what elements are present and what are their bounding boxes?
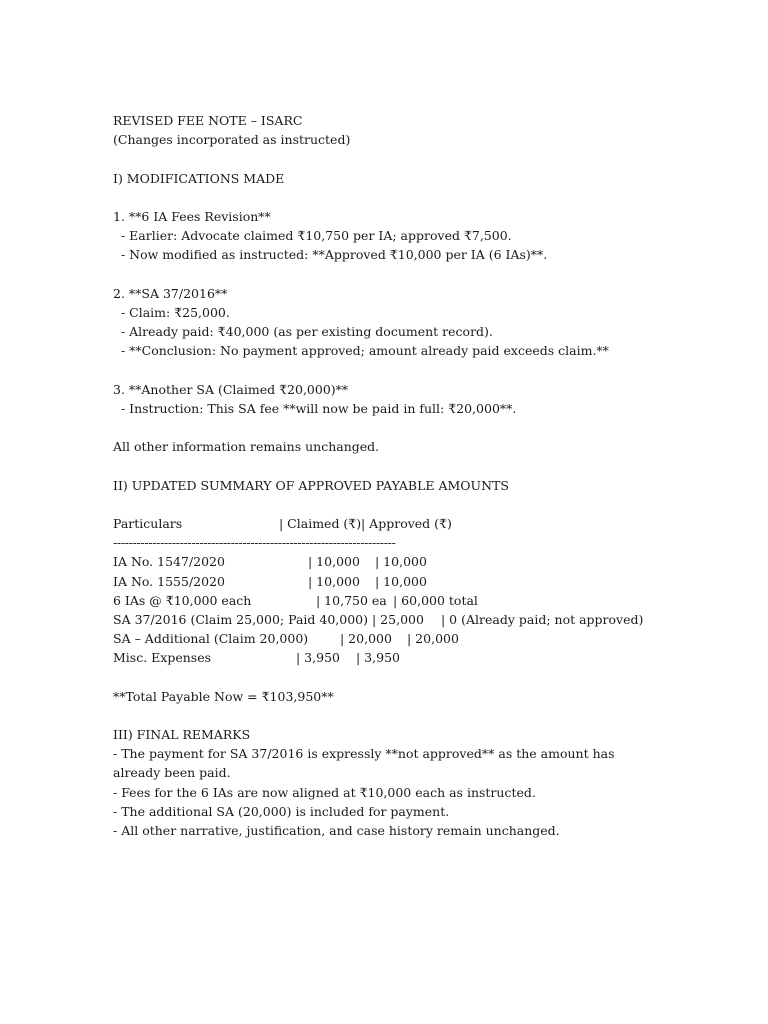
modification-item-line: - **Conclusion: No payment approved; amount already paid exceeds claim.** <box>113 343 609 359</box>
row-particular: IA No. 1555/2020 <box>113 573 225 589</box>
section-heading-summary: II) UPDATED SUMMARY OF APPROVED PAYABLE AMOUNTS <box>113 477 509 493</box>
section-heading-remarks: III) FINAL REMARKS <box>113 727 251 742</box>
summary-table-header <box>113 514 753 533</box>
document-subtitle: (Changes incorporated as instructed) <box>113 132 351 148</box>
modification-item-line: - Now modified as instructed: **Approved ₹10,000 per IA (6 IAs)**. <box>113 247 548 263</box>
row-approved: | 20,000 <box>407 631 459 647</box>
spacer <box>113 456 753 475</box>
row-particular: SA 37/2016 (Claim 25,000; Paid 40,000) <box>113 611 368 627</box>
document-title: REVISED FEE NOTE – ISARC <box>113 113 303 128</box>
table-row <box>113 591 753 610</box>
remark-line: - The additional SA (20,000) is included for payment. <box>113 803 450 819</box>
spacer <box>113 706 753 725</box>
column-header-approved: | Approved (₹) <box>361 515 452 531</box>
table-divider: ------------------------------------------------------------------------ <box>113 535 396 551</box>
row-approved: | 10,000 <box>375 554 427 570</box>
row-claimed: | 10,750 ea <box>316 592 387 608</box>
row-particular: SA – Additional (Claim 20,000) <box>113 631 309 647</box>
spacer <box>113 418 753 437</box>
row-claimed: | 25,000 <box>372 611 424 627</box>
unchanged-note: All other information remains unchanged. <box>113 439 380 455</box>
row-claimed: | 20,000 <box>340 631 392 647</box>
row-particular: IA No. 1547/2020 <box>113 554 225 570</box>
modification-item-title: 2. **SA 37/2016** <box>113 285 228 301</box>
column-header-claimed: | Claimed (₹) <box>279 515 362 531</box>
modification-item-line: - Already paid: ₹40,000 (as per existing document record). <box>113 324 493 340</box>
row-particular: 6 IAs @ ₹10,000 each <box>113 592 252 608</box>
table-row <box>113 629 753 648</box>
spacer <box>113 360 753 379</box>
section-heading-modifications: I) MODIFICATIONS MADE <box>113 170 285 186</box>
spacer <box>113 188 753 207</box>
row-approved: | 3,950 <box>356 650 400 666</box>
remark-line: - Fees for the 6 IAs are now aligned at ₹10,000 each as instructed. <box>113 784 536 800</box>
spacer <box>113 667 753 686</box>
table-row <box>113 552 753 571</box>
row-claimed: | 10,000 <box>308 554 360 570</box>
table-row <box>113 572 753 591</box>
modification-item-title: 1. **6 IA Fees Revision** <box>113 208 271 224</box>
modification-item-line: - Earlier: Advocate claimed ₹10,750 per IA; approved ₹7,500. <box>113 228 512 244</box>
table-row <box>113 610 753 629</box>
remark-line: - All other narrative, justification, and case history remain unchanged. <box>113 822 560 838</box>
table-row <box>113 648 753 667</box>
modification-item-line: - Instruction: This SA fee **will now be paid in full: ₹20,000**. <box>113 400 517 416</box>
fee-note-document <box>113 111 753 840</box>
modification-item-title: 3. **Another SA (Claimed ₹20,000)** <box>113 381 349 397</box>
row-claimed: | 10,000 <box>308 573 360 589</box>
row-approved: | 0 (Already paid; not approved) <box>441 611 644 627</box>
row-particular: Misc. Expenses <box>113 650 212 666</box>
spacer <box>113 149 753 168</box>
row-approved: | 10,000 <box>375 573 427 589</box>
column-header-particulars: Particulars <box>113 515 183 531</box>
modification-item-line: - Claim: ₹25,000. <box>113 304 230 320</box>
spacer <box>113 265 753 284</box>
total-payable: **Total Payable Now = ₹103,950** <box>113 688 334 704</box>
spacer <box>113 495 753 514</box>
remark-line: - The payment for SA 37/2016 is expressly **not approved** as the amount has already been paid. <box>113 746 619 781</box>
row-approved: | 60,000 total <box>393 592 478 608</box>
row-claimed: | 3,950 <box>296 650 340 666</box>
